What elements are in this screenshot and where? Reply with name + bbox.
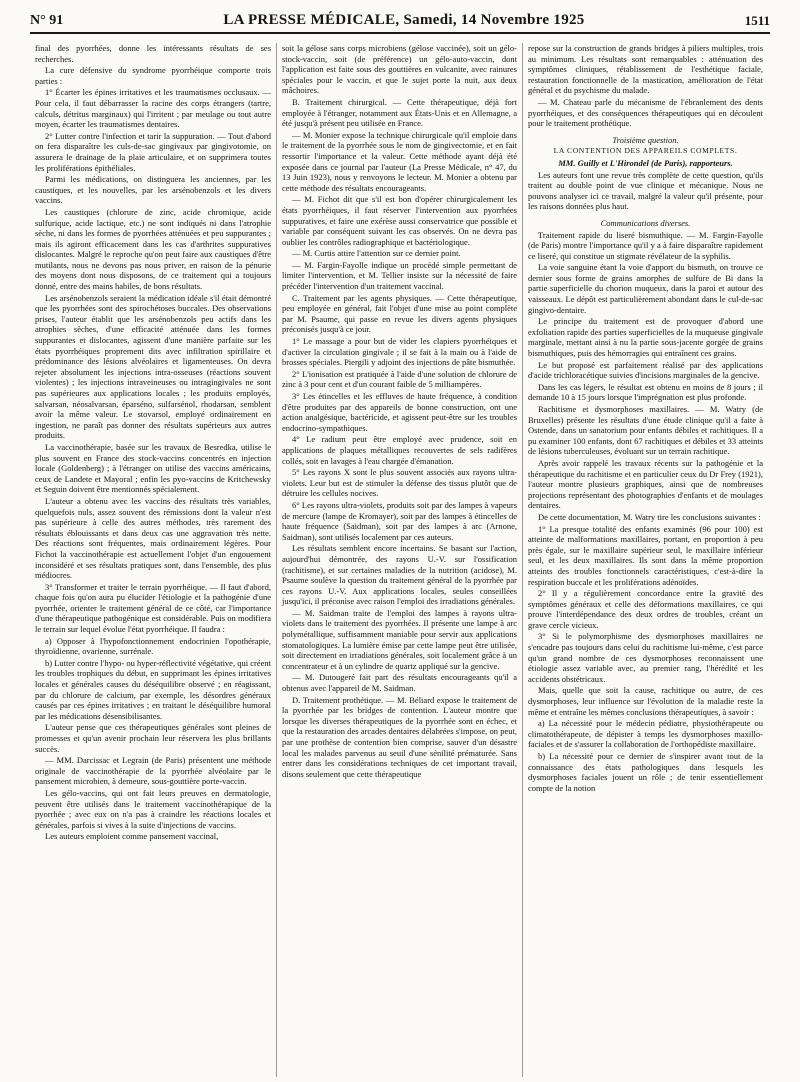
- column-left: [30, 43, 276, 1077]
- paragraph: 1° Écarter les épines irritatives et les traumatismes occlusaux. — Pour cela, il faut débarrasser la racine des corps étrangers (tartre, calculs, détritus marginaux) qui l'irritent ; par meulage ou tout autre moyen, écarter les traumatismes dentaires.: [35, 87, 271, 130]
- paragraph: C. Traitement par les agents physiques. — Cette thérapeutique, peu employée en général, fait l'objet d'une mise au point complète par M. Psaume, qui passe en revue les divers agents physiques préconisés jusqu'à ce jour.: [282, 292, 517, 335]
- paragraph: De cette documentation, M. Watry tire les conclusions suivantes :: [538, 511, 761, 522]
- paragraph: Parmi les médications, on distinguera les anciennes, par les caustiques, et les nouvelles, par les arsénobenzols et les divers vaccins.: [35, 174, 271, 206]
- paragraph: Rachitisme et dysmorphoses maxillaires. — M. Watry (de Bruxelles) présente les résultats d'une étude clinique qu'il a faite à Ostende, dans un sanatorium pour enfants débiles et rachitiques. Il a pu examiner 100 enfants, dont 67 rachitiques et débiles et 33 atteints de lésions tuberculeuses, évoluant sur un terrain rachitique.: [528, 404, 763, 457]
- paragraph: La voie sanguine étant la voie d'apport du bismuth, on trouve ce dernier sous forme de grains amorphes de sulfure de Bi dans la partie superficielle du chorion muqueux, dans la paroi et autour des vaisseaux. Le dépôt est particulièrement abondant dans le cul-de-sac gingivo-dentaire.: [528, 262, 763, 315]
- article-columns: [30, 43, 770, 1077]
- paragraph: Les résultats semblent encore incertains. Se basant sur l'action, aujourd'hui démontrée, des rayons U.-V. sur l'ossification (rachitisme), et sur certaines maladies de la nutrition (acidose), M. Psaume soulève la question du traitement général de la pyorrhée par ces rayons U.-V. Aux applications locales, seules conseillées jusqu'ici, il préconise avec raison l'emploi des irradiations générales.: [282, 543, 517, 607]
- paragraph: Traitement rapide du liseré bismuthique. — M. Fargin-Fayolle (de Paris) montre l'importance qu'il y a à faire disparaître rapidement ce liseré, qui constitue un stigmate révélateur de la syphilis.: [528, 229, 763, 261]
- paragraph: LA CONTENTION DES APPAREILS COMPLETS.: [553, 146, 738, 156]
- paragraph: [528, 130, 763, 134]
- paragraph: Troisième question.: [612, 134, 679, 145]
- paragraph: La cure défensive du syndrome pyorrhéique comporte trois parties :: [35, 65, 271, 86]
- paragraph: — M. Saidman traite de l'emploi des lampes à rayons ultra-violets dans le traitement des pyorrhées. Il présente une lampe à arc polymétallique, suffisamment maniable pour servir aux applications stomatologiques. La lumière émise par cette lampe peut être utilisée, soit directement en irradiations générales, soit localement grâce à un concentrateur et à un cylindre de quartz appliqué sur la gencive.: [282, 607, 517, 671]
- paragraph: 2° Lutter contre l'infection et tarir la suppuration. — Tout d'abord on fera disparaître les culs-de-sac gingivaux par gingivotomie, on assurera le drainage de la plaie articulaire, et on supprimera toutes les proliférations épithéliales.: [35, 130, 271, 173]
- issue-number: N° 91: [30, 13, 64, 28]
- paragraph: — M. Fichot dit que s'il est bon d'opérer chirurgicalement les états pyorrhéiques, il faut réserver l'intervention aux pyorrhées suppuratives, et faire une exérèse aussi conservatrice que possible et variable par conséquent suivant les cas observés. On ne devra pas oublier les contrôles radiographique et bactériologique.: [282, 194, 517, 247]
- paragraph: 3° Les étincelles et les effluves de haute fréquence, à condition d'être produites par des appareils de bonne construction, ont une action analgésique, bactéricide, et agissent peut-être sur les troubles endocrino-sympathiques.: [282, 391, 517, 433]
- column-right: [522, 43, 768, 1077]
- paragraph: Les caustiques (chlorure de zinc, acide chromique, acide sulfurique, acide lactique, etc.) ne sont indiqués ni dans l'atrophie sèche, ni dans les formes de pyorrhées atténuées et peu suppurantes ; mais ils agiront efficacement dans les cas d'arthrites suppuratives dislocantes. Malgré le reproche qu'on peut faire aux caustiques d'être mutilants, nous ne devons pas nous priver, en raison de la pénurie des moyens dont nous disposons, de ce traitement qui a toujours donné, entre des mains habiles, de bons résultats.: [35, 206, 271, 292]
- paragraph: MM. Guilly et L'Hirondel (de Paris), rapporteurs.: [558, 157, 733, 168]
- paragraph: — MM. Darcissac et Legrain (de Paris) présentent une méthode originale de vaccinothérapie de la pyorrhée alvéolaire par le pansement microbien, à demeure, sous-gouttière porte-vaccin.: [35, 755, 271, 787]
- paragraph: 4° Le radium peut être employé avec prudence, soit en applications de plaques métalliques recouvertes de sels radifères collés, soit en lavages à l'eau chargée d'émanation.: [282, 434, 517, 466]
- paragraph: Les gélo-vaccins, qui ont fait leurs preuves en dermatologie, peuvent être utilisés dans le traitement vaccinothérapique de la pyorrhée ; avec eux on n'a pas à craindre les réactions locales et générales, parfois si vives à la suite d'injections de vaccins.: [35, 787, 271, 830]
- paragraph: La vaccinothérapie, basée sur les travaux de Besredka, utilise le plus souvent en France des stock-vaccins concentrés en injection locale (Goldenberg) ; à l'étranger on utilise des vaccins américains, ceux de Landete et Mayoral ; enfin les pyo-vaccins de Kritchewsky et Seguin doivent être mentionnés spécialement.: [35, 441, 271, 495]
- paragraph: 3° Transformer et traiter le terrain pyorrhéique. — Il faut d'abord, chaque fois qu'on aura pu élucider l'étiologie et la pathogénie d'une pyorrhée, orienter le traitement général de ce côté, car l'importance d'une thérapeutique pathogénique est considérable. Puis on modifiera le terrain sur lequel évolue l'état pyorrhéique. Il faudra :: [35, 581, 271, 635]
- paragraph: — M. Dutougeré fait part des résultats encourageants qu'il a obtenus avec l'appareil de M. Saidman.: [282, 672, 517, 694]
- paragraph: 2° Il y a régulièrement concordance entre la gravité des symptômes généraux et celle des déformations maxillaires, ce qui prouve l'interdépendance des deux ordres de troubles, créant un grave cercle vicieux.: [528, 588, 763, 630]
- paragraph: — M. Monier expose la technique chirurgicale qu'il emploie dans le traitement de la pyorrhée sous le nom de gingivectomie, et en fait ressortir l'importance et la valeur. Cette méthode ayant déjà été exposée dans ce journal par l'auteur (La Presse Médicale, n° 47, du 13 Juin 1923), nous y renvoyons le lecteur. M. Monier a obtenu par cette méthode des résultats encourageants.: [282, 129, 517, 193]
- paragraph: soit la gélose sans corps microbiens (gélose vaccinée), soit un gélo-stock-vaccin, soit (de préférence) un gélo-auto-vaccin, dont l'application est faite sous des gouttières en vulcanite, avec rainures spéciales pour le vaccin, et que le sujet porte la nuit, aux deux mâchoires.: [282, 43, 517, 96]
- paragraph: final des pyorrhées, donne les intéressants résultats de ses recherches.: [35, 43, 271, 64]
- paragraph: 1° La presque totalité des enfants examinés (96 pour 100) est atteinte de malformations maxillaires, portant, en proportion à peu près égale, sur le maxillaire supérieur seul, le maxillaire inférieur seul, et les deux maxillaires. Ils sont dans la même proportion atteints des troubles fonctionnels caractéristiques, c'est-à-dire la respiration buccale et les proliférations adénoïdes.: [528, 523, 763, 587]
- paragraph: L'auteur pense que ces thérapeutiques générales sont pleines de promesses et qu'un avenir prochain leur réservera les plus brillants succès.: [35, 722, 271, 754]
- paragraph: 6° Les rayons ultra-violets, produits soit par des lampes à vapeurs de mercure (lampe de Kromayer), soit par des lampes à étincelles de haute fréquence (Saidman), soit par des lampes à arc (Arnone, Saidman), sont utilisés localement par ces auteurs.: [282, 499, 517, 542]
- paragraph: Communications diverses.: [600, 217, 691, 228]
- paragraph: Dans les cas légers, le résultat est obtenu en moins de 8 jours ; il demande 10 à 15 jours lorsque l'imprégnation est plus profonde.: [528, 381, 763, 403]
- paragraph: a) Opposer à l'hypofonctionnement endocrinien l'opothérapie, thyroïdienne, ovarienne, surrénale.: [35, 635, 271, 657]
- paragraph: repose sur la construction de grands bridges à piliers multiples, trois au minimum. Les résultats sont remarquables : atténuation des symptômes cliniques, rétablissement de l'esthétique faciale, restauration fonctionnelle de la mastication, amélioration de l'état général et du psychisme du malade.: [528, 43, 763, 96]
- paragraph: — M. Chateau parle du mécanisme de l'ébranlement des dents pyorrhéiques, et des conséquences thérapeutiques qui en découlent pour le traitement prothétique.: [528, 96, 763, 129]
- paragraph: Mais, quelle que soit la cause, rachitique ou autre, de ces dysmorphoses, leur influence sur l'évolution de la maladie reste la même et entraîne les mêmes conclusions thérapeutiques, à savoir :: [528, 685, 763, 717]
- paragraph: D. Traitement prothétique. — M. Béliard expose le traitement de la pyorrhée par les bridges de contention. L'auteur montre que lorsque les diverses thérapeutiques de la pyorrhée sont en échec, et que la restauration des arcades dentaires délabrées s'impose, on peut, par une prothèse de contention bien comprise, sauver d'un désastre local les malades parvenus au seuil d'une sénilité prématurée. Sans entrer dans les considérations techniques de cet important travail, disons seulement que cette thérapeutique: [282, 694, 517, 779]
- paragraph: Les auteurs font une revue très complète de cette question, qu'ils traitent au double point de vue clinique et mécanique. Nous ne pouvons analyser ici ce travail, malgré la valeur qu'il présente, pour les raisons données plus haut.: [528, 169, 763, 212]
- page-number: 1511: [744, 13, 770, 28]
- paragraph: b) Lutter contre l'hypo- ou hyper-réflectivité végétative, qui créent les troubles trophiques du début, en supprimant les épines irritatives locales et générales causes du déséquilibre observé ; en réagissant, par du chlorure de calcium, par exemple, les désordres généraux causés par ces épines irritatives ; en traitant le déséquilibre humoral par les médications désensibilisantes.: [35, 657, 271, 721]
- paragraph: [528, 213, 763, 217]
- paragraph: L'auteur a obtenu avec les vaccins des résultats très variables, quelquefois nuls, assez souvent des rémissions dont la valeur n'est pas supérieure à celle des autres méthodes, très rarement des résultats éblouissants et dans deux cas une aggravation très nette. Des réactions sont fréquentes, mais ordinairement légères. Pour Fichot la vaccinothérapie est actuellement l'objet d'un engouement inconsidéré et ses résultats pratiques sont, dans l'ensemble, des plus médiocres.: [35, 495, 271, 581]
- column-middle: [276, 43, 522, 1077]
- paragraph: Le principe du traitement est de provoquer d'abord une exfoliation rapide des parties superficielles de la muqueuse gingivale marginale, mettant ainsi à nu la partie sous-jacente gorgée de grains bismuthiques, puis des hémorragies qui entraînent ces grains.: [528, 316, 763, 359]
- paragraph: Le but proposé est parfaitement réalisé par des applications d'acide trichloracétique suivies d'incisions marginales de la gencive.: [528, 359, 763, 381]
- paragraph: 2° L'ionisation est pratiquée à l'aide d'une solution de chlorure de zinc à 3 pour cent et d'un courant faible de 5 milliampères.: [282, 368, 517, 390]
- paragraph: a) La nécessité pour le médecin pédiatre, physiothérapeute ou climatothérapeute, de dépister à temps les dysmorphoses maxillo-faciales et de s'assurer la collaboration de l'orthopédiste maxillaire.: [528, 718, 763, 750]
- paragraph: — M. Fargin-Fayolle indique un procédé simple permettant de limiter l'intervention, et M. Tellier insiste sur la nécessité de faire précéder l'intervention d'un traitement vaccinal.: [282, 259, 517, 292]
- paragraph: b) La nécessité pour ce dernier de s'inspirer avant tout de la connaissance des états pathologiques dans lesquels les dysmorphoses faciales jouent un rôle ; de tenir essentiellement compte de la notion: [528, 751, 763, 793]
- paragraph: 5° Les rayons X sont le plus souvent associés aux rayons ultra-violets. Leur but est de stimuler la défense des tissus plutôt que de détruire les cellules nocives.: [282, 467, 517, 499]
- paragraph: B. Traitement chirurgical. — Cette thérapeutique, déjà fort employée à l'étranger, notamment aux États-Unis et en Allemagne, a été jusqu'à présent peu utilisée en France.: [282, 96, 517, 129]
- paragraph: — M. Curtis attire l'attention sur ce dernier point.: [292, 248, 461, 259]
- journal-title: LA PRESSE MÉDICALE, Samedi, 14 Novembre 1925: [223, 12, 585, 28]
- paragraph: Après avoir rappelé les travaux récents sur la pathogénie et la thérapeutique du rachitisme et en particulier ceux du Dr Frey (1921), l'auteur montre plusieurs graphiques, ainsi que de nombreuses projections représentant des photographies d'enfants et de moulages dentaires.: [528, 457, 763, 511]
- paragraph: 3° Si le polymorphisme des dysmorphoses maxillaires ne s'encadre pas toujours dans celui du rachitisme lui-même, c'est parce qu'un grand nombre de ces dysmorphoses reconnaissent une étiologie assez variable avec, au premier rang, l'hérédité et les accidents obstétricaux.: [528, 631, 763, 684]
- paragraph: Les auteurs emploient comme pansement vaccinal,: [45, 831, 219, 842]
- paragraph: 1° Le massage a pour but de vider les clapiers pyorrhéiques et d'activer la circulation gingivale ; il se fait à la main ou à l'aide de brosses spéciales. Piergili y adjoint des injections de pâte bismuthée.: [282, 336, 517, 368]
- page-header: [30, 10, 770, 34]
- paragraph: Les arsénobenzols seraient la médication idéale s'il était démontré que les pyorrhées sont des spirochétoses buccales. Des observations prises, l'auteur établit que les arsénobenzols peu actifs dans les atrophies sèches, d'une efficacité atténuée dans les formes suppurantes et dislocantes, agissent d'une manière parfaite sur les états pyorrhéiques proprement dits avec infiltration spirillaire et prédominance des lésions alvéolaires et ligamenteuses. On devra rejeter absolument les injections intra-osseuses (réactions souvent violentes) ; les injections intraveineuses ou intragingivales ne sont pas supérieures aux applications locales ; les produits employés, salvarsan, néosalvarsan, éparséno, sulfarsénol, rhodarsan, semblent avoir la même valeur. Le stovarsol, employé ordinairement en ingestion, ne paraît pas donner des résultats supérieurs aux autres produits.: [35, 292, 271, 441]
